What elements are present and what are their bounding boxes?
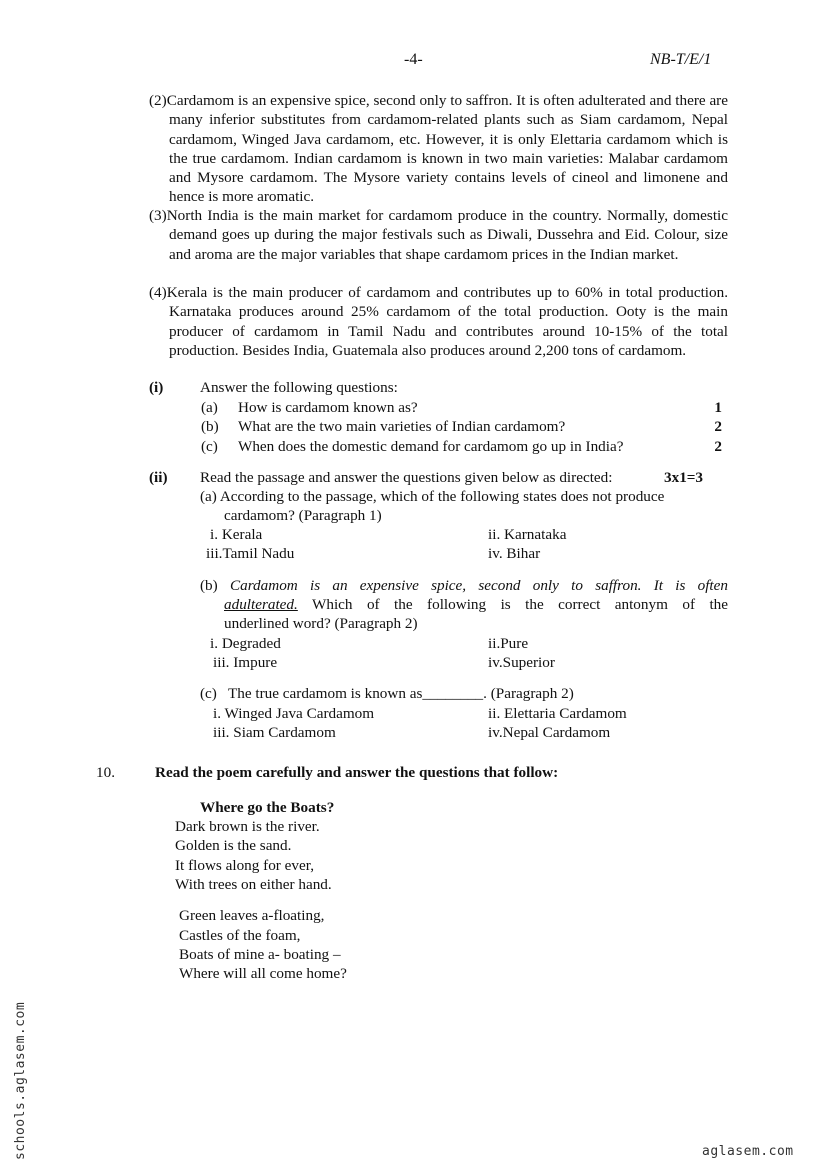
mcq-c-option: ii. Elettaria Cardamom [488,705,627,722]
mcq-a-option: i. Kerala [210,526,263,543]
poem-line: Castles of the foam, [179,927,301,944]
poem-line: With trees on either hand. [175,876,332,893]
passage-paragraph-3 [149,206,728,264]
passage-paragraph-2 [149,91,728,207]
part-ii-label: (ii) [149,469,168,486]
mcq-b-line2 [224,595,728,614]
mcq-b-line3: underlined word? (Paragraph 2) [224,615,418,632]
question-letter: (a) [201,399,218,416]
mcq-b-option: ii.Pure [488,635,529,652]
mcq-b-option: i. Degraded [210,635,281,652]
poem-line: Golden is the sand. [175,837,292,854]
mcq-c-option: i. Winged Java Cardamom [213,705,375,722]
part-i-label: (i) [149,379,164,396]
mcq-b-underlined-word: adulterated. [224,596,298,613]
footer-watermark: aglasem.com [702,1144,794,1159]
part-ii-instruction: Read the passage and answer the questions given below as directed: [200,469,613,486]
poem-line: Dark brown is the river. [175,818,320,835]
poem-line: Green leaves a-floating, [179,907,325,924]
question-10-instruction: Read the poem carefully and answer the questions that follow: [155,764,559,781]
question-letter: (c) [201,438,218,455]
mcq-c-option: iii. Siam Cardamom [213,724,336,741]
paragraph-text: Kerala is the main producer of cardamom and contributes up to 60% in total production. Karnataka produces around 25% cardamom of the total production. Ooty is the main producer of cardamom in Tamil Nadu and contributes around 10-15% of the total production. Besides India, Guatemala also produces around 2,200 tons of cardamom. [166,284,728,359]
mcq-a-line2: cardamom? (Paragraph 1) [224,507,382,524]
poem-title: Where go the Boats? [200,799,335,816]
question-text: How is cardamom known as? [238,399,418,416]
passage-paragraph-4 [149,283,728,360]
paper-code: NB-T/E/1 [650,51,712,68]
paragraph-text: North India is the main market for cardamom produce in the country. Normally, domestic demand goes up during the major festivals such as Diwali, Dussehra and Eid. Colour, size and aroma are the major variables that shape cardamom prices in the Indian market. [166,207,728,263]
side-watermark: schools.aglasem.com [13,1001,28,1160]
paragraph-number: (3) [149,207,167,224]
mcq-a-option: iii.Tamil Nadu [206,545,295,562]
paragraph-number: (4) [149,284,167,301]
mcq-a-line1: (a) According to the passage, which of the following states does not produce [200,488,665,505]
question-letter: (b) [201,418,219,435]
question-10-number: 10. [96,764,115,781]
paragraph-text: Cardamom is an expensive spice, second only to saffron. It is often adulterated and there are many inferior substitutes from cardamom-related plants such as Siam cardamom, Nepal cardamom, Winged Java cardamom, etc. However, it is only Elettaria cardamom which is the true cardamom. Indian cardamom is known in two main varieties: Malabar cardamom and Mysore cardamom. The Mysore variety contains levels of cineol and limonene and hence is more aromatic. [166,92,728,206]
question-text: When does the domestic demand for cardamom go up in India? [238,438,624,455]
mcq-b-line1 [200,576,728,595]
mcq-a-option: ii. Karnataka [488,526,567,543]
mcq-b-italic-sentence: Cardamom is an expensive spice, second only to saffron. It is often [229,577,728,594]
page-number: -4- [404,51,423,68]
mcq-a-option: iv. Bihar [488,545,541,562]
question-marks: 2 [714,438,722,455]
poem-line: Where will all come home? [179,965,347,982]
poem-line: Boats of mine a- boating – [179,946,341,963]
mcq-c-line1: (c) The true cardamom is known as________. (Paragraph 2) [200,685,574,702]
question-marks: 1 [714,399,722,416]
part-ii-marks: 3x1=3 [664,469,704,486]
mcq-b-option: iii. Impure [213,654,278,671]
mcq-c-option: iv.Nepal Cardamom [488,724,611,741]
mcq-b-rest: Which of the following is the correct antonym of the [312,596,729,613]
poem-line: It flows along for ever, [175,857,314,874]
mcq-b-prefix: (b) [200,577,218,594]
question-marks: 2 [714,418,722,435]
paragraph-number: (2) [149,92,167,109]
question-text: What are the two main varieties of Indian cardamom? [238,418,566,435]
mcq-b-option: iv.Superior [488,654,555,671]
part-i-instruction: Answer the following questions: [200,379,398,396]
